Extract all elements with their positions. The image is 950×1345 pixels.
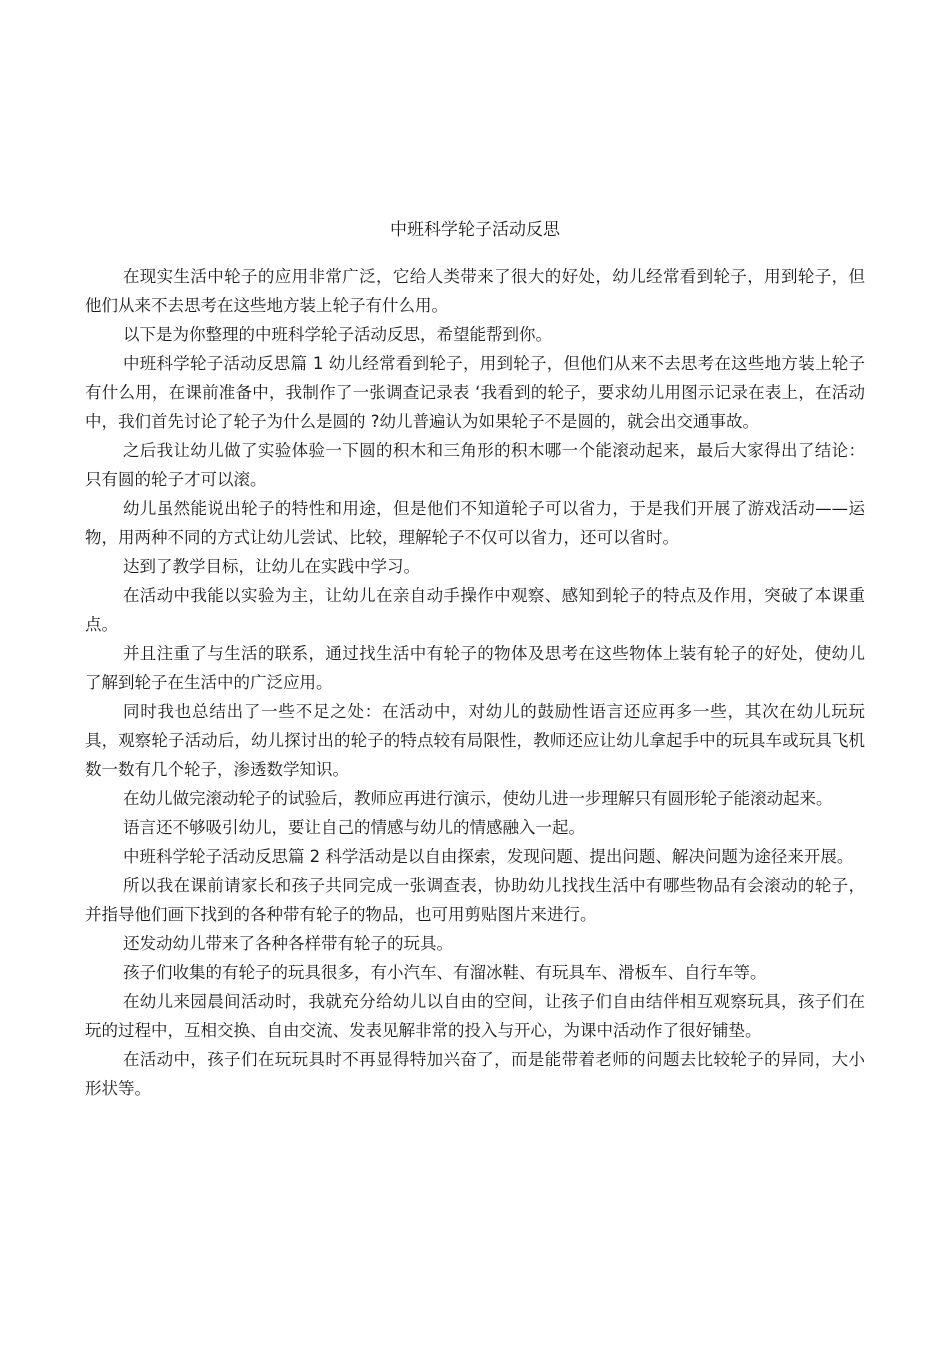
paragraph-12: 中班科学轮子活动反思篇 2 科学活动是以自由探索，发现问题、提出问题、解决问题为途径来开展。 bbox=[122, 847, 854, 866]
paragraph-13: 所以我在课前请家长和孩子共同完成一张调查表，协助幼儿找找生活中有哪些物品有会滚动的轮子，并指导他们画下找到的各种带有轮子的物品，也可用剪贴图片来进行。 bbox=[85, 876, 865, 924]
paragraph-3: 中班科学轮子活动反思篇 1 幼儿经常看到轮子，用到轮子，但他们从来不去思考在这些地方装上轮子有什么用，在课前准备中，我制作了一张调查记录表 ‘我看到的轮子，要求幼儿用图示记录在表上，在活动中，我们首先讨论了轮子为什么是圆的 ?幼儿普遍认为如果轮子不是圆的，就会出交通事故。 bbox=[85, 354, 865, 431]
paragraph-11: 语言还不够吸引幼儿，要让自己的情感与幼儿的情感融入一起。 bbox=[122, 818, 585, 837]
paragraph-5: 幼儿虽然能说出轮子的特性和用途，但是他们不知道轮子可以省力，于是我们开展了游戏活动——运物，用两种不同的方式让幼儿尝试、比较，理解轮子不仅可以省力，还可以省时。 bbox=[85, 499, 865, 547]
paragraph-4: 之后我让幼儿做了实验体验一下圆的积木和三角形的积木哪一个能滚动起来，最后大家得出了结论：只有圆的轮子才可以滚。 bbox=[85, 441, 865, 489]
paragraph-16: 在幼儿来园晨间活动时，我就充分给幼儿以自由的空间，让孩子们自由结伴相互观察玩具，孩子们在玩的过程中，互相交换、自由交流、发表见解非常的投入与开心，为课中活动作了很好铺垫。 bbox=[85, 992, 865, 1040]
paragraph-15: 孩子们收集的有轮子的玩具很多，有小汽车、有溜冰鞋、有玩具车、滑板车、自行车等。 bbox=[122, 963, 767, 982]
paragraph-6: 达到了教学目标，让幼儿在实践中学习。 bbox=[122, 557, 420, 576]
paragraph-14: 还发动幼儿带来了各种各样带有轮子的玩具。 bbox=[122, 934, 453, 953]
paragraph-9: 同时我也总结出了一些不足之处：在活动中，对幼儿的鼓励性语言还应再多一些，其次在幼儿玩玩具，观察轮子活动后，幼儿探讨出的轮子的特点较有局限性，教师还应让幼儿拿起手中的玩具车或玩具飞机数一数有几个轮子，渗透数学知识。 bbox=[85, 702, 865, 779]
document-body bbox=[85, 262, 865, 1103]
paragraph-17: 在活动中，孩子们在玩玩具时不再显得特加兴奋了，而是能带着老师的问题去比较轮子的异同，大小形状等。 bbox=[85, 1050, 865, 1098]
paragraph-7: 在活动中我能以实验为主，让幼儿在亲自动手操作中观察、感知到轮子的特点及作用，突破了本课重点。 bbox=[85, 586, 865, 634]
paragraph-2: 以下是为你整理的中班科学轮子活动反思，希望能帮到你。 bbox=[122, 325, 552, 344]
paragraph-10: 在幼儿做完滚动轮子的试验后，教师应再进行演示，使幼儿进一步理解只有圆形轮子能滚动起来。 bbox=[122, 789, 833, 808]
paragraph-1: 在现实生活中轮子的应用非常广泛，它给人类带来了很大的好处，幼儿经常看到轮子，用到轮子，但他们从来不去思考在这些地方装上轮子有什么用。 bbox=[85, 267, 865, 315]
paragraph-8: 并且注重了与生活的联系，通过找生活中有轮子的物体及思考在这些物体上装有轮子的好处，使幼儿了解到轮子在生活中的广泛应用。 bbox=[85, 644, 865, 692]
document-title: 中班科学轮子活动反思 bbox=[390, 220, 560, 240]
